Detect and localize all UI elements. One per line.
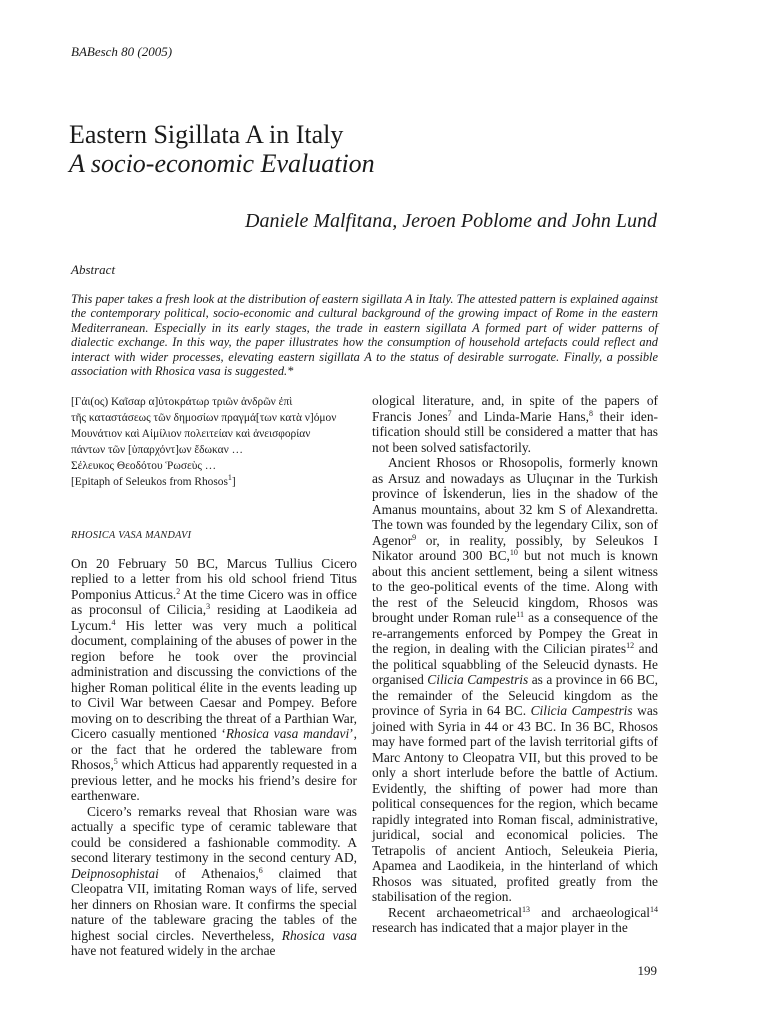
footnote-ref[interactable]: 1 [227,473,232,482]
title-subtitle: A socio-economic Evaluation [69,149,375,178]
paragraph: Ancient Rhosos or Rhosopolis, formerly known as Arsuz and nowadays as Uluçınar in the Turkish province of İskenderun, lies in the shadow of the Amanus mountains, about 32 km S of Alexandretta. The town was founded by the legendary Cilix, son of Agenor$^9$ or, in reality, possibly, by Seleukos I Nikator around 300 BC,$^{10}$ but not much is known about this ancient settlement, being a silent witness to the geo-political events of the time. Along with the rest of the Seleucid kingdom, Rhosos was brought under Roman rule$^{11}$ as a consequence of the re-arrangements enforced by Pompey the Great in the region, in dealing with the Cilician pirates$^{12}$ and the political squabbling of the Seleucid dynasts. He organised Cilicia Campestris as a province in 66 BC, the remainder of the Seleucid kingdom as the province of Syria in 64 BC. Cilicia Campestris was joined with Syria in 44 or 43 BC. In 36 BC, Rhosos may have formed part of the lavish territorial gifts of Marc Antony to Cleopatra VII, but this proved to be only a short interlude before the battle of Actium. Evidently, the shifting of power had more than political consequences for the region, which became rapidly integrated into Roman fiscal, administrative, juridical, social and economical policies. The Tetrapolis of ancient Antioch, Seleukeia Pieria, Apamea and Laodikeia, in the hinterland of which Rhosos was situated, profited greatly from the stabilisation of the region. [372,455,659,904]
section-heading: RHOSICA VASA MANDAVI [71,530,192,541]
epigraph-line: τῆς καταστάσεως τῶν δημοσίων πραγμά[των κατὰ ν]όμον [71,412,337,424]
footnote-ref[interactable]: 3 [206,602,211,611]
paragraph: On 20 February 50 BC, Marcus Tullius Cicero replied to a letter from his old school friend Titus Pomponius Atticus.$^2$ At the time Cicero was in office as proconsul of Cilicia,$^3$ residing at Laodikeia ad Lycum.$^4$ His letter was very much a political document, complaining of the abuses of power in the region before he took over the provincial administration and discussing the convictions of the higher Roman political élite in the events leading up to Civil War between Caesar and Pompey. Before moving on to describing the threat of a Parthian War, Cicero casually mentioned ‘Rhosica vasa mandavi’, or the fact that he ordered the tableware from Rhosos,$^5$ which Atticus had apparently requested in a previous letter, and he mocks his friend’s desire for earthenware. [71,555,358,803]
footnote-ref[interactable]: 12 [626,641,635,650]
epigraph-line: Μουνάτιον καὶ Αἰμίλιον πολειτείαν καὶ ἀνεισφορίαν [71,428,311,440]
left-column [71,394,357,959]
epigraph [71,394,357,490]
authors: Daniele Malfitana, Jeroen Poblome and John Lund [245,210,657,232]
footnote-ref[interactable]: 11 [516,610,524,619]
epigraph-line: πάντων τῶν [ὑπαρχόντ]ων ἔδωκαν … [71,444,244,456]
footnote-ref[interactable]: 9 [412,532,417,542]
title-main: Eastern Sigillata A in Italy [69,120,344,149]
article-title [69,120,689,178]
footnote-ref[interactable]: 5 [113,757,118,766]
abstract-heading: Abstract [71,262,116,277]
footnote-ref[interactable]: 6 [258,865,263,875]
running-head: BABesch 80 (2005) [71,44,173,59]
epigraph-line: Σέλευκος Θεοδότου Ῥωσεὺς … [71,460,217,472]
footnote-ref[interactable]: 13 [521,904,530,914]
epigraph-attribution: [Epitaph of Seleukos from Rhosos$^1$] [71,473,236,488]
footnote-ref[interactable]: 8 [588,408,593,418]
paragraph: Cicero’s remarks reveal that Rhosian ware was actually a specific type of ceramic tableware that could be considered a fashionable commodity. A second literary testimony in the second century AD, Deipnosophistai of Athenaios,$^6$ claimed that Cleopatra VII, imitating Roman ways of life, served her dinners on Rhosian ware. It confirms the special nature of the tableware gracing the tables of the highest social circles. Nevertheless, Rhosica vasa have not featured widely in the archae [71,803,357,958]
footnote-ref[interactable]: 2 [176,586,181,596]
paragraph: Recent archaeometrical$^{13}$ and archaeological$^{14}$ research has indicated that a major player in the [372,904,659,935]
page-number: 199 [637,963,657,978]
right-column [372,393,658,936]
footnote-ref[interactable]: 4 [111,617,116,627]
footnote-ref[interactable]: 7 [447,408,452,418]
paragraph: ological literature, and, in spite of the papers of Francis Jones$^7$ and Linda-Marie Hans,$^8$ their identification should still be considered a matter that has not been solved satisfactorily. [372,393,658,455]
footnote-ref[interactable]: 14 [650,904,659,914]
footnote-ref[interactable]: 10 [509,548,518,557]
abstract-text: This paper takes a fresh look at the distribution of eastern sigillata A in Italy. The attested pattern is explained against the contemporary political, socio-economic and cultural background of the growing impact of Rome in the eastern Mediterranean. Especially in its early stages, the trade in eastern sigillata A formed part of wider patterns of dialectic exchange. In this way, the paper illustrates how the consumption of household artefacts could reflect and interact with wider processes, elevating eastern sigillata A to the status of desirable surrogate. Finally, a possible association with Rhosica vasa is suggested.* [71,292,658,379]
epigraph-line: [Γάι(ος) Καῖσαρ α]ὐτοκράτωρ τρι⁠ῶν ἀνδρῶν ἐπὶ [71,396,293,408]
